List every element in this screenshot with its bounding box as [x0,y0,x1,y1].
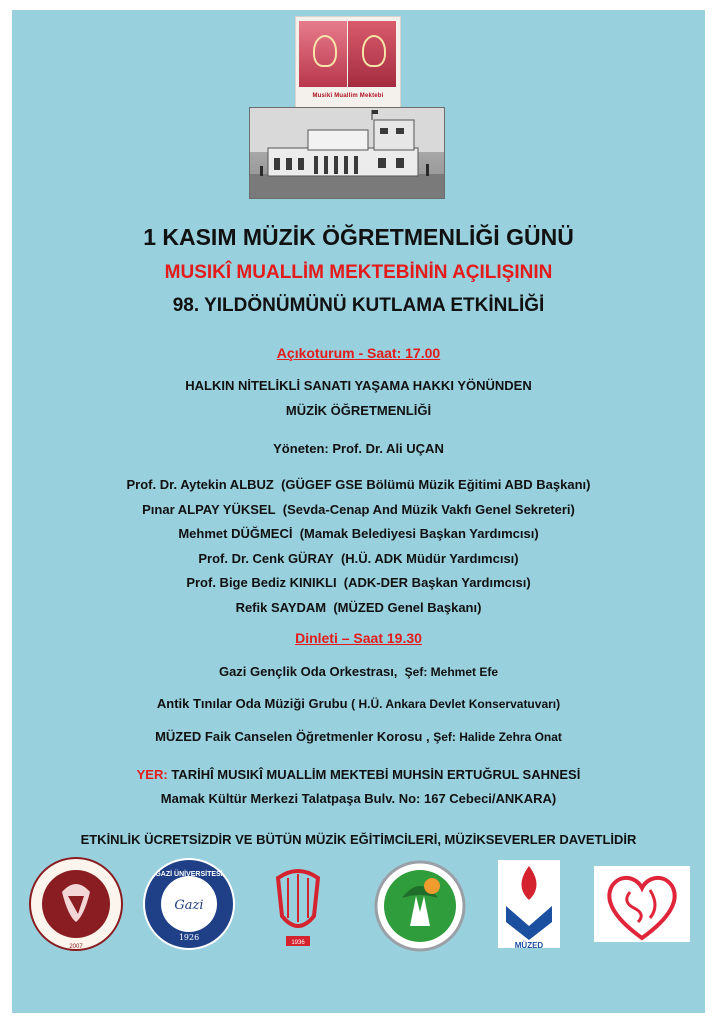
svg-text:GAZİ ÜNİVERSİTESİ: GAZİ ÜNİVERSİTESİ [155,871,223,878]
hacettepe-ankara-devlet-konservatuvari-logo [248,856,348,952]
footer-note: ETKİNLİK ÜCRETSİZDİR VE BÜTÜN MÜZİK EĞİTİMCİLERİ, MÜZİKSEVERLER DAVETLİDİR [80,832,637,847]
school-flag-right [348,21,396,87]
event-subtitle: 98. YILDÖNÜMÜNÜ KUTLAMA ETKİNLİĞİ [172,295,545,316]
panelist: Prof. Dr. Aytekin ALBUZ (GÜGEF GSE Bölümü Müzik Eğitimi ABD Başkanı) [126,477,591,492]
performer: Gazi Gençlik Oda Orkestrası, Şef: Mehmet Efe [218,664,499,679]
performer: Antik Tınılar Oda Müziği Grubu ( H.Ü. Ankara Devlet Konservatuvarı) [156,696,561,711]
svg-text:1936: 1936 [291,940,305,946]
sevda-cenap-and-vakfi-logo [594,856,690,952]
gazi-universitesi-logo [140,856,238,952]
venue-label: YER: [136,767,168,782]
svg-text:Gazi: Gazi [174,898,204,913]
svg-text:2007: 2007 [69,944,83,950]
school-flag-left [299,21,347,87]
venue-address: Mamak Kültür Merkezi Talatpaşa Bulv. No: 167 Cebeci/ANKARA) [160,791,557,806]
performer: MÜZED Faik Canselen Öğretmenler Korosu , Şef: Halide Zehra Onat [155,729,562,744]
event-title: 1 KASIM MÜZİK ÖĞRETMENLİĞİ GÜNÜ [143,224,574,250]
venue: YER: TARİHÎ MUSIKÎ MUALLİM MEKTEBİ MUHSİN ERTUĞRUL SAHNESİ [136,767,581,782]
event-subtitle-red: MUSIKÎ MUALLİM MEKTEBİNİN AÇILIŞININ [164,262,553,283]
panelist: Prof. Bige Bediz KINIKLI (ADK-DER Başkan Yardımcısı) [186,575,531,591]
school-flags-image [295,16,401,110]
svg-text:1926: 1926 [178,933,200,942]
panelist: Pınar ALPAY YÜKSEL (Sevda-Cenap And Müzik Vakfı Genel Sekreteri) [142,501,575,517]
panel-moderator: Yöneten: Prof. Dr. Ali UÇAN [273,441,444,456]
concert-heading: Dinleti – Saat 19.30 [295,630,422,646]
panel-topic-line2: MÜZİK ÖĞRETMENLİĞİ [285,403,432,418]
panel-heading: Açıkoturum - Saat: 17.00 [276,345,441,361]
ankara-devlet-konservatuvarlilar-dernegi-logo [28,856,120,952]
event-poster [12,10,705,1013]
svg-text:MÜZED: MÜZED [514,941,544,950]
panelist: Refik SAYDAM (MÜZED Genel Başkanı) [235,599,482,615]
school-building-photo [249,107,445,199]
muzed-logo [496,856,562,952]
panelist-list [12,473,705,621]
panel-topic-line1: HALKIN NİTELİKLİ SANATI YAŞAMA HAKKI YÖNÜNDEN [185,378,532,393]
panelist: Mehmet DÜĞMECİ (Mamak Belediyesi Başkan Yardımcısı) [178,526,539,542]
flag-caption: Musikî Muallim Mektebi [312,93,384,99]
panelist: Prof. Dr. Cenk GÜRAY (H.Ü. ADK Müdür Yardımcısı) [198,550,519,566]
mamak-belediyesi-logo [372,856,468,952]
